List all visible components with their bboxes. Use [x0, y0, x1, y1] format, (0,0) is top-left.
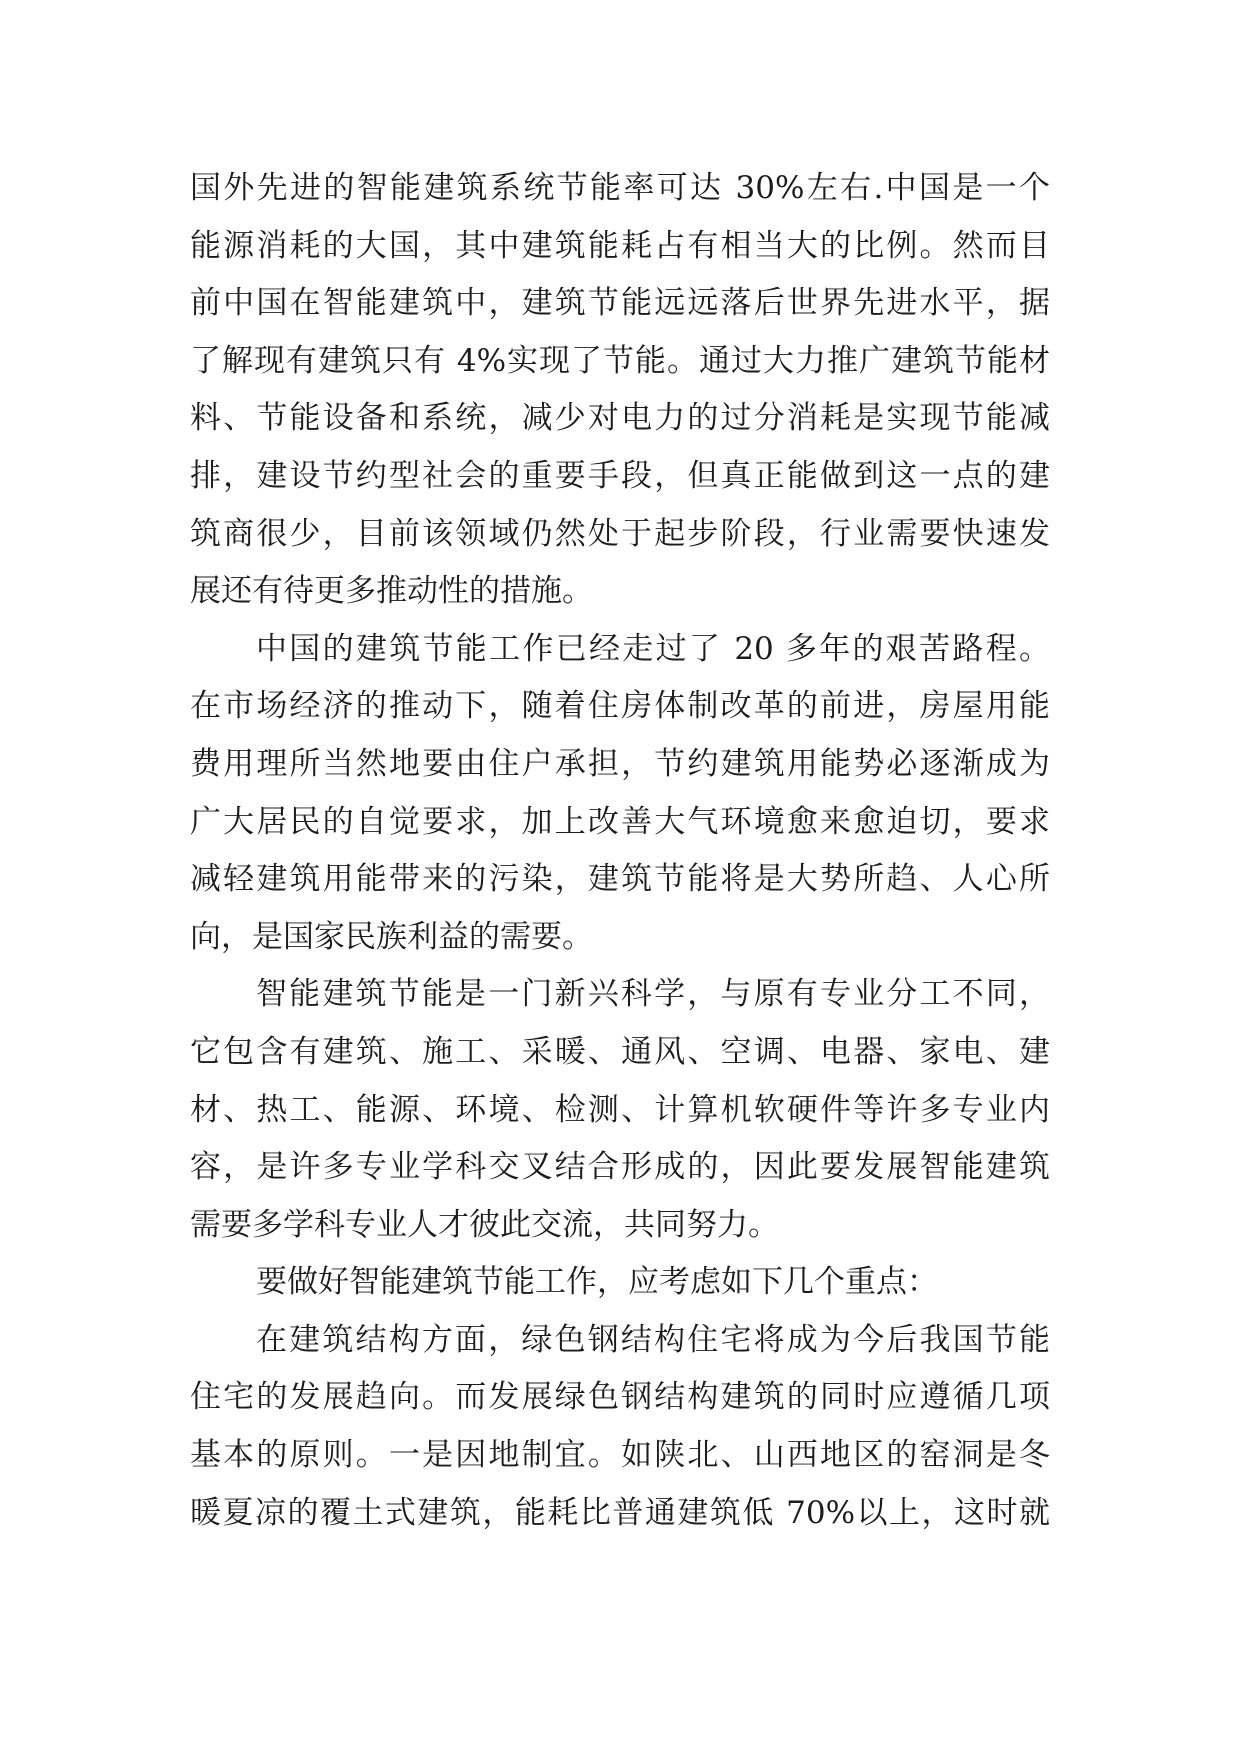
- text-line: 料、节能设备和系统，减少对电力的过分消耗是实现节能减: [190, 400, 1050, 437]
- text-line: 广大居民的自觉要求，加上改善大气环境愈来愈迫切，要求: [190, 803, 1050, 840]
- text-line: 智能建筑节能是一门新兴科学，与原有专业分工不同，: [256, 976, 1050, 1013]
- text-line: 费用理所当然地要由住户承担，节约建筑用能势必逐渐成为: [190, 745, 1050, 782]
- text-line: 中国的建筑节能工作已经走过了 20 多年的艰苦路程。: [256, 630, 1050, 667]
- text-line: 要做好智能建筑节能工作，应考虑如下几个重点：: [256, 1264, 938, 1301]
- text-line: 容，是许多专业学科交叉结合形成的，因此要发展智能建筑: [190, 1149, 1050, 1186]
- text-line: 减轻建筑用能带来的污染，建筑节能将是大势所趋、人心所: [190, 861, 1050, 898]
- text-line: 了解现有建筑只有 4%实现了节能。通过大力推广建筑节能材: [190, 342, 1050, 379]
- text-line: 暖夏凉的覆土式建筑，能耗比普通建筑低 70%以上，这时就: [190, 1494, 1050, 1531]
- text-line: 筑商很少，目前该领域仍然处于起步阶段，行业需要快速发: [190, 515, 1050, 552]
- text-line: 排，建设节约型社会的重要手段，但真正能做到这一点的建: [190, 457, 1050, 494]
- text-line: 在市场经济的推动下，随着住房体制改革的前进，房屋用能: [190, 688, 1050, 725]
- text-line: 需要多学科专业人才彼此交流，共同努力。: [190, 1206, 779, 1243]
- text-line: 能源消耗的大国，其中建筑能耗占有相当大的比例。然而目: [190, 227, 1050, 264]
- body-text: [190, 160, 1050, 1542]
- text-line: 前中国在智能建筑中，建筑节能远远落后世界先进水平，据: [190, 285, 1050, 322]
- text-line: 住宅的发展趋向。而发展绿色钢结构建筑的同时应遵循几项: [190, 1379, 1050, 1416]
- text-line: 它包含有建筑、施工、采暖、通风、空调、电器、家电、建: [190, 1033, 1050, 1070]
- text-line: 向，是国家民族利益的需要。: [190, 918, 593, 955]
- text-line: 在建筑结构方面，绿色钢结构住宅将成为今后我国节能: [256, 1321, 1050, 1358]
- text-line: 展还有待更多推动性的措施。: [190, 573, 593, 610]
- text-line: 国外先进的智能建筑系统节能率可达 30%左右.中国是一个: [190, 170, 1050, 206]
- text-line: 基本的原则。一是因地制宜。如陕北、山西地区的窑洞是冬: [190, 1437, 1050, 1474]
- text-line: 材、热工、能源、环境、检测、计算机软硬件等许多专业内: [190, 1091, 1050, 1128]
